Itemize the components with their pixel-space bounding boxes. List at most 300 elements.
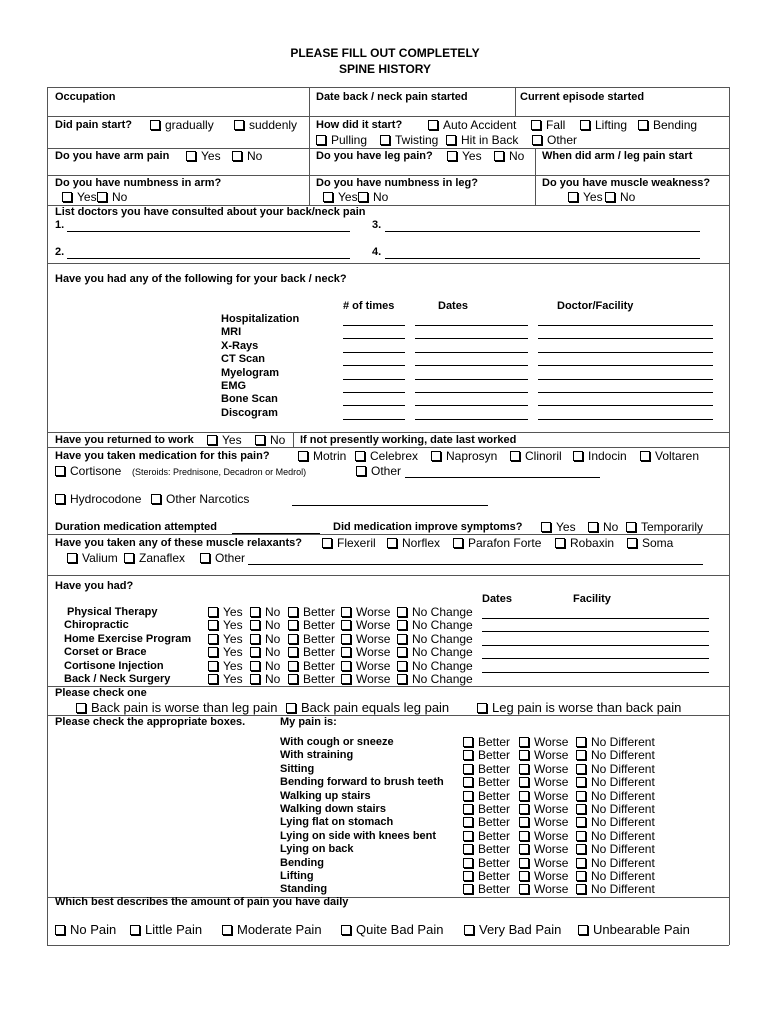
checkbox-icon[interactable] xyxy=(397,647,407,657)
arm-pain-checkbox-no[interactable] xyxy=(232,149,262,163)
checkbox-icon[interactable] xyxy=(580,120,590,130)
with-straining-checkbox-better[interactable] xyxy=(463,748,510,762)
lying-flat-on-stomach-checkbox-better[interactable] xyxy=(463,815,510,829)
walking-up-stairs-checkbox-no-different[interactable] xyxy=(576,789,655,803)
checkbox-label: Better xyxy=(478,842,511,857)
facility-field[interactable] xyxy=(538,405,713,406)
physical-therapy-checkbox-no-change[interactable] xyxy=(397,605,473,619)
checkbox-label: Voltaren xyxy=(655,449,700,463)
walking-up-stairs-checkbox-better[interactable] xyxy=(463,789,510,803)
checkbox-icon[interactable] xyxy=(576,844,586,854)
work-checkbox-yes[interactable] xyxy=(207,433,242,447)
checkbox-icon[interactable] xyxy=(341,925,351,935)
checkbox-icon[interactable] xyxy=(519,884,529,894)
checkbox-icon[interactable] xyxy=(232,151,242,161)
improve-checkbox-no[interactable] xyxy=(588,520,618,534)
chiropractic-checkbox-yes[interactable] xyxy=(208,618,243,632)
checkbox-icon[interactable] xyxy=(568,192,578,202)
walking-down-stairs-checkbox-worse[interactable] xyxy=(519,802,568,816)
relaxant-checkbox-parafon-forte[interactable] xyxy=(453,536,541,550)
corset-or-brace-checkbox-yes[interactable] xyxy=(208,645,243,659)
cortisone-injection-checkbox-worse[interactable] xyxy=(341,659,390,673)
checkbox-icon[interactable] xyxy=(576,884,586,894)
checkbox-icon[interactable] xyxy=(640,451,650,461)
checkbox-icon[interactable] xyxy=(250,647,260,657)
checkbox-label: Worse xyxy=(356,605,391,619)
with-cough-or-sneeze-checkbox-no-different[interactable] xyxy=(576,735,655,749)
relaxant-checkbox-robaxin[interactable] xyxy=(555,536,614,550)
facility-field[interactable] xyxy=(538,419,713,420)
label-do-you-have-leg-pain: Do you have leg pain? xyxy=(316,150,433,162)
lifting-checkbox-no-different[interactable] xyxy=(576,869,655,883)
other-narcotics-field[interactable] xyxy=(292,505,488,506)
checkbox-label: Yes xyxy=(223,658,243,673)
checkbox-icon[interactable] xyxy=(397,674,407,684)
checkbox-label: No Different xyxy=(591,882,655,897)
weakness-checkbox-no[interactable] xyxy=(605,190,635,204)
relaxant-checkbox-valium[interactable] xyxy=(67,551,118,565)
treatment-home-exercise-program: Home Exercise Program xyxy=(64,632,192,645)
check-one-checkbox-back-pain-is-worse-than-leg-pain[interactable] xyxy=(76,701,277,715)
checkbox-icon[interactable] xyxy=(97,192,107,202)
checkbox-icon[interactable] xyxy=(447,151,457,161)
checkbox-icon[interactable] xyxy=(463,804,473,814)
checkbox-icon[interactable] xyxy=(519,858,529,868)
home-exercise-program-checkbox-no[interactable] xyxy=(250,632,280,646)
checkbox-label: Temporarily xyxy=(641,520,704,534)
medication-other-field[interactable] xyxy=(405,477,600,478)
dates-field[interactable] xyxy=(415,379,528,380)
relaxant-checkbox-other[interactable] xyxy=(200,551,245,565)
leg-pain-checkbox-yes[interactable] xyxy=(447,149,482,163)
checkbox-icon[interactable] xyxy=(250,607,260,617)
bending-checkbox-better[interactable] xyxy=(463,856,510,870)
checkbox-icon[interactable] xyxy=(519,817,529,827)
checkbox-icon[interactable] xyxy=(222,925,232,935)
improve-checkbox-yes[interactable] xyxy=(541,520,576,534)
doctor-4-field[interactable] xyxy=(385,258,700,259)
checkbox-icon[interactable] xyxy=(151,494,161,504)
checkbox-label: No Different xyxy=(591,842,655,857)
checkbox-icon[interactable] xyxy=(541,522,551,532)
lying-on-back-checkbox-worse[interactable] xyxy=(519,842,568,856)
checkbox-icon[interactable] xyxy=(356,466,366,476)
checkbox-icon[interactable] xyxy=(463,737,473,747)
check-one-checkbox-back-pain-equals-leg-pain[interactable] xyxy=(286,701,449,715)
checkbox-icon[interactable] xyxy=(519,804,529,814)
checkbox-icon[interactable] xyxy=(76,703,86,713)
checkbox-icon[interactable] xyxy=(463,764,473,774)
times-field[interactable] xyxy=(343,365,405,366)
checkbox-icon[interactable] xyxy=(477,703,487,713)
checkbox-icon[interactable] xyxy=(573,451,583,461)
doctor-facility-header: Doctor/Facility xyxy=(557,300,634,312)
checkbox-icon[interactable] xyxy=(341,607,351,617)
treatment-dates-facility-field[interactable] xyxy=(482,631,709,632)
checkbox-icon[interactable] xyxy=(208,634,218,644)
with-cough-or-sneeze-checkbox-worse[interactable] xyxy=(519,735,568,749)
times-field[interactable] xyxy=(343,352,405,353)
lying-flat-on-stomach-checkbox-no-different[interactable] xyxy=(576,815,655,829)
checkbox-icon[interactable] xyxy=(341,661,351,671)
checkbox-icon[interactable] xyxy=(578,925,588,935)
lying-on-side-with-knees-bent-checkbox-no-different[interactable] xyxy=(576,829,655,843)
cortisone-injection-checkbox-yes[interactable] xyxy=(208,659,243,673)
checkbox-icon[interactable] xyxy=(463,817,473,827)
daily-pain-checkbox-moderate-pain[interactable] xyxy=(222,923,322,937)
doctor-2-field[interactable] xyxy=(67,258,350,259)
label-did-pain-start: Did pain start? xyxy=(55,119,133,131)
checkbox-icon[interactable] xyxy=(208,674,218,684)
checkbox-icon[interactable] xyxy=(355,451,365,461)
checkbox-icon[interactable] xyxy=(463,871,473,881)
checkbox-icon[interactable] xyxy=(298,451,308,461)
checkbox-icon[interactable] xyxy=(341,634,351,644)
checkbox-icon[interactable] xyxy=(428,120,438,130)
bending-checkbox-worse[interactable] xyxy=(519,856,568,870)
physical-therapy-checkbox-no[interactable] xyxy=(250,605,280,619)
how-started-checkbox-fall[interactable] xyxy=(531,118,565,132)
checkbox-icon[interactable] xyxy=(494,151,504,161)
work-checkbox-no[interactable] xyxy=(255,433,285,447)
doctor-1-field[interactable] xyxy=(67,231,350,232)
how-started-checkbox-other[interactable] xyxy=(532,133,577,147)
sitting-checkbox-worse[interactable] xyxy=(519,762,568,776)
corset-or-brace-checkbox-better[interactable] xyxy=(288,645,335,659)
checkbox-label: gradually xyxy=(165,118,214,132)
checkbox-icon[interactable] xyxy=(555,538,565,548)
back-neck-surgery-checkbox-no[interactable] xyxy=(250,672,280,686)
checkbox-icon[interactable] xyxy=(463,791,473,801)
corset-or-brace-checkbox-no-change[interactable] xyxy=(397,645,473,659)
lying-on-back-checkbox-no-different[interactable] xyxy=(576,842,655,856)
checkbox-icon[interactable] xyxy=(208,661,218,671)
checkbox-icon[interactable] xyxy=(627,538,637,548)
checkbox-icon[interactable] xyxy=(519,777,529,787)
standing-checkbox-no-different[interactable] xyxy=(576,882,655,896)
arm-pain-checkbox-yes[interactable] xyxy=(186,149,221,163)
checkbox-icon[interactable] xyxy=(576,750,586,760)
test-x-rays: X-Rays xyxy=(221,339,259,352)
how-started-checkbox-auto-accident[interactable] xyxy=(428,118,516,132)
standing-checkbox-better[interactable] xyxy=(463,882,510,896)
how-started-checkbox-twisting[interactable] xyxy=(380,133,438,147)
checkbox-icon[interactable] xyxy=(397,620,407,630)
leg-pain-checkbox-no[interactable] xyxy=(494,149,524,163)
medication-checkbox-hydrocodone[interactable] xyxy=(55,492,141,506)
medication-checkbox-other-narcotics[interactable] xyxy=(151,492,249,506)
standing-checkbox-worse[interactable] xyxy=(519,882,568,896)
treatment-cortisone-injection: Cortisone Injection xyxy=(64,659,164,672)
checkbox-icon[interactable] xyxy=(576,871,586,881)
improve-checkbox-temporarily[interactable] xyxy=(626,520,703,534)
numb-leg-checkbox-yes[interactable] xyxy=(323,190,358,204)
numb-arm-checkbox-no[interactable] xyxy=(97,190,127,204)
checkbox-icon[interactable] xyxy=(626,522,636,532)
lifting-checkbox-better[interactable] xyxy=(463,869,510,883)
checkbox-icon[interactable] xyxy=(250,634,260,644)
checkbox-icon[interactable] xyxy=(288,674,298,684)
with-straining-checkbox-worse[interactable] xyxy=(519,748,568,762)
checkbox-icon[interactable] xyxy=(358,192,368,202)
times-field[interactable] xyxy=(343,392,405,393)
cortisone-injection-checkbox-better[interactable] xyxy=(288,659,335,673)
physical-therapy-checkbox-worse[interactable] xyxy=(341,605,390,619)
medication-checkbox-naprosyn[interactable] xyxy=(431,449,497,463)
checkbox-icon[interactable] xyxy=(288,607,298,617)
checkbox-icon[interactable] xyxy=(130,925,140,935)
checkbox-icon[interactable] xyxy=(453,538,463,548)
checkbox-icon[interactable] xyxy=(531,120,541,130)
checkbox-icon[interactable] xyxy=(576,791,586,801)
checkbox-icon[interactable] xyxy=(519,791,529,801)
checkbox-icon[interactable] xyxy=(638,120,648,130)
checkbox-icon[interactable] xyxy=(397,661,407,671)
checkbox-icon[interactable] xyxy=(208,620,218,630)
lying-on-back-checkbox-better[interactable] xyxy=(463,842,510,856)
home-exercise-program-checkbox-yes[interactable] xyxy=(208,632,243,646)
lifting-checkbox-worse[interactable] xyxy=(519,869,568,883)
checkbox-icon[interactable] xyxy=(431,451,441,461)
checkbox-icon[interactable] xyxy=(234,120,244,130)
checkbox-icon[interactable] xyxy=(316,135,326,145)
checkbox-label: No Different xyxy=(591,802,655,816)
checkbox-icon[interactable] xyxy=(576,737,586,747)
chiropractic-checkbox-worse[interactable] xyxy=(341,618,390,632)
back-neck-surgery-checkbox-yes[interactable] xyxy=(208,672,243,686)
relaxant-checkbox-norflex[interactable] xyxy=(387,536,440,550)
pain-start-checkbox-suddenly[interactable] xyxy=(234,118,297,132)
checkbox-icon[interactable] xyxy=(532,135,542,145)
daily-pain-checkbox-quite-bad-pain[interactable] xyxy=(341,923,443,937)
checkbox-icon[interactable] xyxy=(250,674,260,684)
checkbox-icon[interactable] xyxy=(288,647,298,657)
corset-or-brace-checkbox-worse[interactable] xyxy=(341,645,390,659)
walking-up-stairs-checkbox-worse[interactable] xyxy=(519,789,568,803)
with-cough-or-sneeze-checkbox-better[interactable] xyxy=(463,735,510,749)
checkbox-icon[interactable] xyxy=(463,831,473,841)
checkbox-label: Moderate Pain xyxy=(237,922,322,937)
checkbox-icon[interactable] xyxy=(67,553,77,563)
how-started-checkbox-bending[interactable] xyxy=(638,118,697,132)
dates-field[interactable] xyxy=(415,338,528,339)
checkbox-icon[interactable] xyxy=(463,858,473,868)
physical-therapy-checkbox-yes[interactable] xyxy=(208,605,243,619)
checkbox-icon[interactable] xyxy=(576,858,586,868)
cortisone-injection-checkbox-no[interactable] xyxy=(250,659,280,673)
with-straining-checkbox-no-different[interactable] xyxy=(576,748,655,762)
checkbox-icon[interactable] xyxy=(150,120,160,130)
checkbox-icon[interactable] xyxy=(380,135,390,145)
dates-field[interactable] xyxy=(415,352,528,353)
checkbox-icon[interactable] xyxy=(124,553,134,563)
relaxant-checkbox-soma[interactable] xyxy=(627,536,673,550)
facility-field[interactable] xyxy=(538,379,713,380)
physical-therapy-checkbox-better[interactable] xyxy=(288,605,335,619)
chiropractic-checkbox-no-change[interactable] xyxy=(397,618,473,632)
facility-field[interactable] xyxy=(538,352,713,353)
checkbox-icon[interactable] xyxy=(322,538,332,548)
improve-label: Did medication improve symptoms? xyxy=(333,521,523,533)
pain-start-checkbox-gradually[interactable] xyxy=(150,118,214,132)
checkbox-icon[interactable] xyxy=(446,135,456,145)
medication-checkbox-cortisone[interactable] xyxy=(55,464,121,478)
back-neck-surgery-checkbox-better[interactable] xyxy=(288,672,335,686)
bending-forward-to-brush-teeth-checkbox-no-different[interactable] xyxy=(576,775,655,789)
checkbox-icon[interactable] xyxy=(186,151,196,161)
checkbox-icon[interactable] xyxy=(341,620,351,630)
checkbox-label: Twisting xyxy=(395,133,439,147)
checkbox-icon[interactable] xyxy=(341,647,351,657)
checkbox-icon[interactable] xyxy=(288,634,298,644)
checkbox-icon[interactable] xyxy=(208,647,218,657)
checkbox-icon[interactable] xyxy=(576,777,586,787)
how-started-checkbox-lifting[interactable] xyxy=(580,118,627,132)
facility-field[interactable] xyxy=(538,392,713,393)
checkbox-icon[interactable] xyxy=(62,192,72,202)
checkbox-label: Yes xyxy=(201,149,221,163)
checkbox-icon[interactable] xyxy=(55,925,65,935)
medication-checkbox-indocin[interactable] xyxy=(573,449,627,463)
checkbox-icon[interactable] xyxy=(519,737,529,747)
corset-or-brace-checkbox-no[interactable] xyxy=(250,645,280,659)
checkbox-icon[interactable] xyxy=(519,764,529,774)
checkbox-icon[interactable] xyxy=(397,634,407,644)
checkbox-icon[interactable] xyxy=(463,884,473,894)
lying-on-side-with-knees-bent-checkbox-better[interactable] xyxy=(463,829,510,843)
checkbox-icon[interactable] xyxy=(519,750,529,760)
checkbox-icon[interactable] xyxy=(200,553,210,563)
checkbox-icon[interactable] xyxy=(207,435,217,445)
medication-checkbox-celebrex[interactable] xyxy=(355,449,418,463)
checkbox-icon[interactable] xyxy=(250,661,260,671)
sitting-checkbox-better[interactable] xyxy=(463,762,510,776)
checkbox-icon[interactable] xyxy=(576,831,586,841)
numb-arm-checkbox-yes[interactable] xyxy=(62,190,97,204)
facility-field[interactable] xyxy=(538,325,713,326)
treatment-dates-facility-field[interactable] xyxy=(482,645,709,646)
checkbox-icon[interactable] xyxy=(387,538,397,548)
checkbox-icon[interactable] xyxy=(464,925,474,935)
how-started-checkbox-hit-in-back[interactable] xyxy=(446,133,518,147)
bending-forward-to-brush-teeth-checkbox-better[interactable] xyxy=(463,775,510,789)
facility-field[interactable] xyxy=(538,338,713,339)
checkbox-icon[interactable] xyxy=(250,620,260,630)
checkbox-icon[interactable] xyxy=(288,620,298,630)
home-exercise-program-checkbox-better[interactable] xyxy=(288,632,335,646)
numb-leg-checkbox-no[interactable] xyxy=(358,190,388,204)
checkbox-icon[interactable] xyxy=(208,607,218,617)
treatment-dates-facility-field[interactable] xyxy=(482,658,709,659)
times-field[interactable] xyxy=(343,419,405,420)
chiropractic-checkbox-better[interactable] xyxy=(288,618,335,632)
treatment-dates-facility-field[interactable] xyxy=(482,672,709,673)
times-field[interactable] xyxy=(343,379,405,380)
walking-down-stairs-checkbox-no-different[interactable] xyxy=(576,802,655,816)
back-neck-surgery-checkbox-no-change[interactable] xyxy=(397,672,473,686)
check-one-checkbox-leg-pain-is-worse-than-back-pain[interactable] xyxy=(477,701,681,715)
treatment-back-neck-surgery: Back / Neck Surgery xyxy=(64,673,171,685)
home-exercise-program-checkbox-no-change[interactable] xyxy=(397,632,473,646)
checkbox-icon[interactable] xyxy=(519,831,529,841)
medication-checkbox-other[interactable] xyxy=(356,464,401,478)
checkbox-icon[interactable] xyxy=(519,844,529,854)
checkbox-icon[interactable] xyxy=(576,817,586,827)
dates-field[interactable] xyxy=(415,405,528,406)
checkbox-icon[interactable] xyxy=(397,607,407,617)
treatment-dates-facility-field[interactable] xyxy=(482,618,709,619)
weakness-checkbox-yes[interactable] xyxy=(568,190,603,204)
checkbox-icon[interactable] xyxy=(463,750,473,760)
medication-checkbox-motrin[interactable] xyxy=(298,449,346,463)
lying-flat-on-stomach-checkbox-worse[interactable] xyxy=(519,815,568,829)
checkbox-icon[interactable] xyxy=(588,522,598,532)
dates-field[interactable] xyxy=(415,392,528,393)
sitting-checkbox-no-different[interactable] xyxy=(576,762,655,776)
cortisone-injection-checkbox-no-change[interactable] xyxy=(397,659,473,673)
checkbox-label: Better xyxy=(478,802,511,816)
checkbox-icon[interactable] xyxy=(323,192,333,202)
daily-pain-checkbox-unbearable-pain[interactable] xyxy=(578,923,690,937)
checkbox-icon[interactable] xyxy=(576,764,586,774)
lying-on-side-with-knees-bent-checkbox-worse[interactable] xyxy=(519,829,568,843)
bending-checkbox-no-different[interactable] xyxy=(576,856,655,870)
how-started-checkbox-pulling[interactable] xyxy=(316,133,367,147)
checkbox-label: Better xyxy=(478,828,511,843)
chiropractic-checkbox-no[interactable] xyxy=(250,618,280,632)
daily-pain-checkbox-little-pain[interactable] xyxy=(130,923,202,937)
checkbox-icon[interactable] xyxy=(510,451,520,461)
dates-field[interactable] xyxy=(415,419,528,420)
back-neck-surgery-checkbox-worse[interactable] xyxy=(341,672,390,686)
dates-field[interactable] xyxy=(415,365,528,366)
checkbox-icon[interactable] xyxy=(576,804,586,814)
checkbox-icon[interactable] xyxy=(605,192,615,202)
walking-down-stairs-checkbox-better[interactable] xyxy=(463,802,510,816)
checkbox-icon[interactable] xyxy=(55,494,65,504)
checkbox-icon[interactable] xyxy=(519,871,529,881)
checkbox-icon[interactable] xyxy=(341,674,351,684)
duration-field[interactable] xyxy=(232,533,320,534)
facility-field[interactable] xyxy=(538,365,713,366)
relaxant-checkbox-zanaflex[interactable] xyxy=(124,551,185,565)
dates-field[interactable] xyxy=(415,325,528,326)
times-field[interactable] xyxy=(343,405,405,406)
checkbox-label: Better xyxy=(303,605,336,619)
checkbox-label: Better xyxy=(478,775,511,790)
checkbox-icon[interactable] xyxy=(286,703,296,713)
relaxant-other-field[interactable] xyxy=(248,564,703,565)
checkbox-icon[interactable] xyxy=(463,844,473,854)
checkbox-label: Worse xyxy=(534,802,569,816)
checkbox-icon[interactable] xyxy=(288,661,298,671)
home-exercise-program-checkbox-worse[interactable] xyxy=(341,632,390,646)
daily-pain-checkbox-very-bad-pain[interactable] xyxy=(464,923,561,937)
times-field[interactable] xyxy=(343,338,405,339)
checkbox-icon[interactable] xyxy=(255,435,265,445)
bending-forward-to-brush-teeth-checkbox-worse[interactable] xyxy=(519,775,568,789)
checkbox-label: No Different xyxy=(591,855,655,870)
relaxant-checkbox-flexeril[interactable] xyxy=(322,536,376,550)
medication-checkbox-voltaren[interactable] xyxy=(640,449,699,463)
daily-pain-checkbox-no-pain[interactable] xyxy=(55,923,116,937)
checkbox-icon[interactable] xyxy=(463,777,473,787)
medication-checkbox-clinoril[interactable] xyxy=(510,449,562,463)
doctor-3-field[interactable] xyxy=(385,231,700,232)
times-field[interactable] xyxy=(343,325,405,326)
checkbox-icon[interactable] xyxy=(55,466,65,476)
checkbox-label: Worse xyxy=(356,631,391,646)
